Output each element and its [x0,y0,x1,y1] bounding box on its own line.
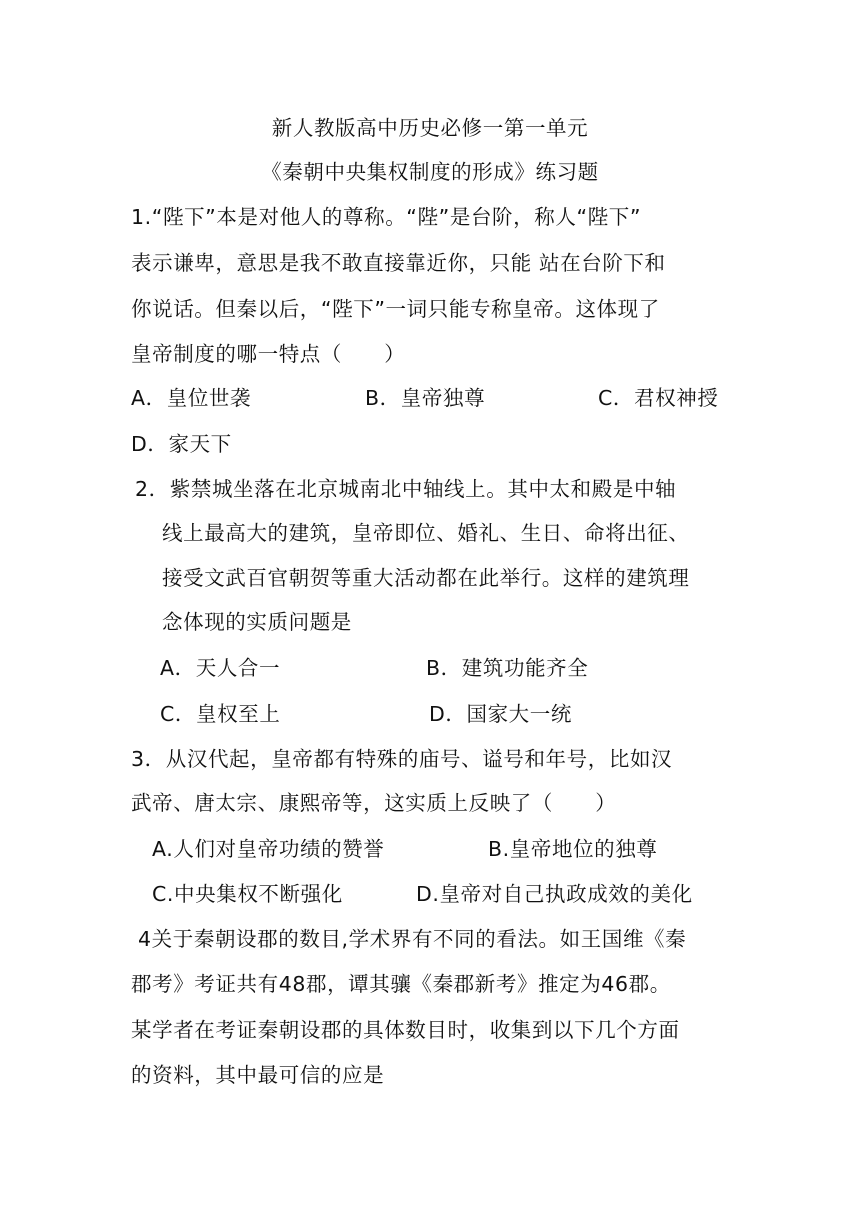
question-1-line-2: 表示谦卑，意思是我不敢直接靠近你，只能 站在台阶下和 [131,251,666,275]
question-2-line-1: 2．紫禁城坐落在北京城南北中轴线上。其中太和殿是中轴 [135,477,677,501]
question-1-line-3: 你说话。但秦以后，“陛下”一词只能专称皇帝。这体现了 [131,297,660,321]
question-3-line-2: 武帝、唐太宗、康熙帝等，这实质上反映了（ ） [131,791,617,815]
question-1-option-a: A．皇位世袭 [131,386,252,410]
document-title: 新人教版高中历史必修一第一单元 [271,116,589,140]
question-2-option-a: A．天人合一 [160,656,281,680]
question-3-line-1: 3．从汉代起，皇帝都有特殊的庙号、谥号和年号，比如汉 [131,747,673,771]
question-1-line-4: 皇帝制度的哪一特点（ ） [131,342,406,366]
question-2-line-4: 念体现的实质问题是 [162,610,352,634]
question-4-line-1: 4关于秦朝设郡的数目,学术界有不同的看法。如王国维《秦 [138,927,687,951]
question-4-line-4: 的资料，其中最可信的应是 [131,1063,385,1087]
question-2-option-b: B．建筑功能齐全 [426,656,589,680]
question-3-option-a: A.人们对皇帝功绩的赞誉 [152,837,385,861]
question-2-line-3: 接受文武百官朝贺等重大活动都在此举行。这样的建筑理 [162,566,690,590]
question-3-option-d: D.皇帝对自己执政成效的美化 [416,882,693,906]
question-1-line-1: 1.“陛下”本是对他人的尊称。“陛”是台阶，称人“陛下” [131,205,642,229]
question-2-option-c: C．皇权至上 [160,702,281,726]
question-3-option-c: C.中央集权不断强化 [152,882,343,906]
question-3-option-b: B.皇帝地位的独尊 [488,837,658,861]
question-1-option-b: B．皇帝独尊 [365,386,486,410]
question-2-option-d: D．国家大一统 [429,702,572,726]
document-subtitle: 《秦朝中央集权制度的形成》练习题 [261,160,599,184]
question-4-line-3: 某学者在考证秦朝设郡的具体数目时，收集到以下几个方面 [131,1018,680,1042]
question-1-option-d: D．家天下 [131,432,232,456]
question-4-line-2: 郡考》考证共有48郡，谭其骧《秦郡新考》推定为46郡。 [131,972,671,996]
question-1-option-c: C．君权神授 [598,386,719,410]
question-2-line-2: 线上最高大的建筑，皇帝即位、婚礼、生日、命将出征、 [162,521,690,545]
